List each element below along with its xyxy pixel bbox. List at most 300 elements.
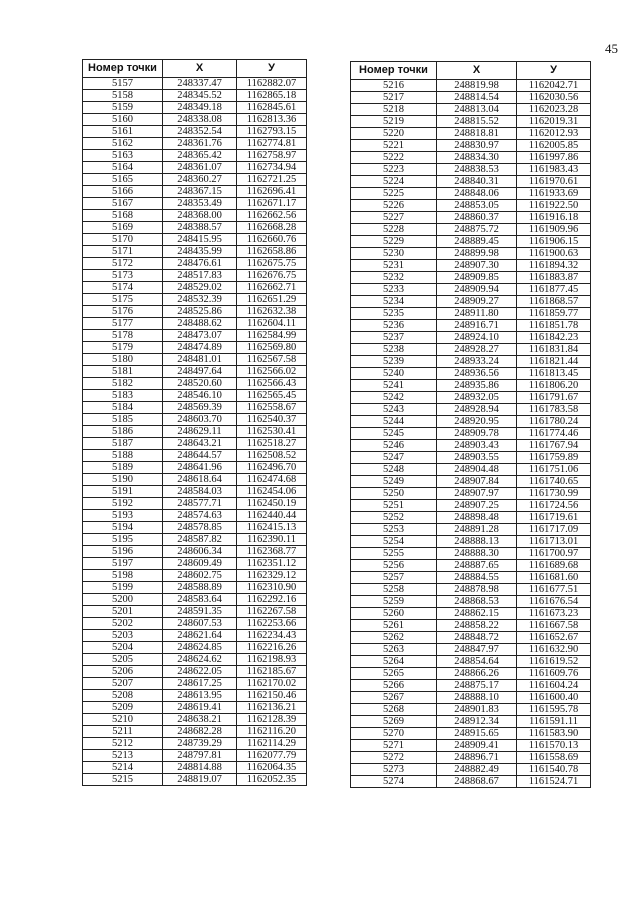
- table-row: [83, 354, 307, 366]
- cell-x: 248525.86: [163, 306, 237, 318]
- cell-x: 248866.26: [437, 668, 517, 680]
- cell-point-number: 5180: [83, 354, 163, 366]
- cell-y: 1162865.18: [237, 90, 307, 102]
- cell-y: 1162632.38: [237, 306, 307, 318]
- table-row: [351, 716, 591, 728]
- cell-y: 1162390.11: [237, 534, 307, 546]
- cell-x: 248613.95: [163, 690, 237, 702]
- cell-x: 248904.48: [437, 464, 517, 476]
- cell-point-number: 5225: [351, 188, 437, 200]
- cell-x: 248644.57: [163, 450, 237, 462]
- cell-y: 1162128.39: [237, 714, 307, 726]
- cell-y: 1161740.65: [517, 476, 591, 488]
- cell-point-number: 5230: [351, 248, 437, 260]
- cell-y: 1161997.86: [517, 152, 591, 164]
- cell-point-number: 5218: [351, 104, 437, 116]
- table-row: [351, 188, 591, 200]
- table-row: [351, 548, 591, 560]
- cell-y: 1161842.23: [517, 332, 591, 344]
- cell-x: 248924.10: [437, 332, 517, 344]
- table-row: [83, 294, 307, 306]
- cell-x: 248907.30: [437, 260, 517, 272]
- table-row: [83, 306, 307, 318]
- cell-y: 1161851.78: [517, 320, 591, 332]
- cell-y: 1162253.66: [237, 618, 307, 630]
- cell-point-number: 5252: [351, 512, 437, 524]
- cell-point-number: 5233: [351, 284, 437, 296]
- cell-point-number: 5176: [83, 306, 163, 318]
- header-point-number: Номер точки: [83, 60, 163, 78]
- cell-y: 1161609.76: [517, 668, 591, 680]
- cell-point-number: 5258: [351, 584, 437, 596]
- cell-y: 1162662.56: [237, 210, 307, 222]
- cell-x: 248868.53: [437, 596, 517, 608]
- table-row: [83, 726, 307, 738]
- table-row: [351, 416, 591, 428]
- cell-x: 248903.55: [437, 452, 517, 464]
- table-row: [351, 536, 591, 548]
- cell-y: 1162052.35: [237, 774, 307, 786]
- table-row: [83, 546, 307, 558]
- cell-y: 1162567.58: [237, 354, 307, 366]
- cell-point-number: 5249: [351, 476, 437, 488]
- table-row: [351, 668, 591, 680]
- cell-x: 248583.64: [163, 594, 237, 606]
- cell-point-number: 5236: [351, 320, 437, 332]
- cell-x: 248862.15: [437, 608, 517, 620]
- cell-x: 248854.64: [437, 656, 517, 668]
- table-row: [351, 128, 591, 140]
- header-y: У: [237, 60, 307, 78]
- table-row: [83, 90, 307, 102]
- cell-point-number: 5274: [351, 776, 437, 788]
- coordinates-table-left: [82, 59, 307, 786]
- cell-point-number: 5255: [351, 548, 437, 560]
- cell-x: 248624.85: [163, 642, 237, 654]
- cell-x: 248624.62: [163, 654, 237, 666]
- table-row: [83, 522, 307, 534]
- table-row: [351, 608, 591, 620]
- cell-x: 248932.05: [437, 392, 517, 404]
- cell-x: 248814.88: [163, 762, 237, 774]
- cell-point-number: 5214: [83, 762, 163, 774]
- cell-x: 248875.17: [437, 680, 517, 692]
- cell-y: 1162351.12: [237, 558, 307, 570]
- cell-y: 1162077.79: [237, 750, 307, 762]
- cell-point-number: 5250: [351, 488, 437, 500]
- cell-point-number: 5161: [83, 126, 163, 138]
- cell-y: 1162662.71: [237, 282, 307, 294]
- cell-point-number: 5240: [351, 368, 437, 380]
- cell-x: 248909.94: [437, 284, 517, 296]
- cell-x: 248587.82: [163, 534, 237, 546]
- table-row: [351, 452, 591, 464]
- cell-x: 248909.41: [437, 740, 517, 752]
- table-row: [351, 308, 591, 320]
- cell-point-number: 5270: [351, 728, 437, 740]
- table-row: [351, 344, 591, 356]
- table-body-right: [351, 80, 591, 788]
- table-row: [351, 356, 591, 368]
- table-row: [83, 174, 307, 186]
- cell-x: 248896.71: [437, 752, 517, 764]
- table-row: [83, 234, 307, 246]
- cell-point-number: 5268: [351, 704, 437, 716]
- cell-x: 248935.86: [437, 380, 517, 392]
- cell-x: 248878.98: [437, 584, 517, 596]
- cell-point-number: 5208: [83, 690, 163, 702]
- cell-point-number: 5163: [83, 150, 163, 162]
- cell-y: 1161681.60: [517, 572, 591, 584]
- cell-x: 248903.43: [437, 440, 517, 452]
- cell-point-number: 5253: [351, 524, 437, 536]
- cell-x: 248819.07: [163, 774, 237, 786]
- cell-y: 1162671.17: [237, 198, 307, 210]
- cell-y: 1162292.16: [237, 594, 307, 606]
- cell-y: 1162136.21: [237, 702, 307, 714]
- cell-y: 1162329.12: [237, 570, 307, 582]
- cell-y: 1161916.18: [517, 212, 591, 224]
- table-header-row: [351, 62, 591, 80]
- cell-x: 248848.72: [437, 632, 517, 644]
- cell-x: 248415.95: [163, 234, 237, 246]
- cell-x: 248928.94: [437, 404, 517, 416]
- cell-x: 248915.65: [437, 728, 517, 740]
- cell-x: 248577.71: [163, 498, 237, 510]
- table-row: [351, 200, 591, 212]
- cell-x: 248578.85: [163, 522, 237, 534]
- table-row: [351, 80, 591, 92]
- cell-y: 1162267.58: [237, 606, 307, 618]
- cell-x: 248928.27: [437, 344, 517, 356]
- cell-y: 1161831.84: [517, 344, 591, 356]
- table-row: [83, 138, 307, 150]
- table-row: [83, 582, 307, 594]
- cell-y: 1161700.97: [517, 548, 591, 560]
- table-row: [351, 740, 591, 752]
- cell-y: 1161894.32: [517, 260, 591, 272]
- table-row: [83, 558, 307, 570]
- table-row: [83, 690, 307, 702]
- cell-y: 1162450.19: [237, 498, 307, 510]
- cell-point-number: 5244: [351, 416, 437, 428]
- cell-x: 248907.25: [437, 500, 517, 512]
- table-row: [83, 222, 307, 234]
- cell-x: 248909.85: [437, 272, 517, 284]
- cell-point-number: 5158: [83, 90, 163, 102]
- cell-y: 1162474.68: [237, 474, 307, 486]
- cell-x: 248621.64: [163, 630, 237, 642]
- table-row: [83, 618, 307, 630]
- cell-y: 1161632.90: [517, 644, 591, 656]
- cell-y: 1162415.13: [237, 522, 307, 534]
- cell-point-number: 5227: [351, 212, 437, 224]
- cell-y: 1162569.80: [237, 342, 307, 354]
- cell-x: 248739.29: [163, 738, 237, 750]
- table-row: [351, 476, 591, 488]
- table-row: [351, 656, 591, 668]
- cell-y: 1161806.20: [517, 380, 591, 392]
- cell-x: 248884.55: [437, 572, 517, 584]
- cell-x: 248546.10: [163, 390, 237, 402]
- cell-point-number: 5188: [83, 450, 163, 462]
- cell-y: 1162019.31: [517, 116, 591, 128]
- table-row: [351, 332, 591, 344]
- cell-x: 248819.98: [437, 80, 517, 92]
- cell-point-number: 5216: [351, 80, 437, 92]
- table-row: [351, 296, 591, 308]
- table-body-left: [83, 78, 307, 786]
- cell-y: 1161868.57: [517, 296, 591, 308]
- table-row: [351, 392, 591, 404]
- cell-x: 248353.49: [163, 198, 237, 210]
- cell-x: 248588.89: [163, 582, 237, 594]
- cell-point-number: 5162: [83, 138, 163, 150]
- cell-point-number: 5237: [351, 332, 437, 344]
- table-row: [83, 594, 307, 606]
- cell-x: 248574.63: [163, 510, 237, 522]
- cell-y: 1162675.75: [237, 258, 307, 270]
- cell-x: 248936.56: [437, 368, 517, 380]
- cell-y: 1161652.67: [517, 632, 591, 644]
- table-row: [83, 390, 307, 402]
- cell-x: 248349.18: [163, 102, 237, 114]
- cell-y: 1162584.99: [237, 330, 307, 342]
- cell-point-number: 5242: [351, 392, 437, 404]
- table-row: [83, 330, 307, 342]
- cell-x: 248609.49: [163, 558, 237, 570]
- cell-point-number: 5228: [351, 224, 437, 236]
- cell-point-number: 5196: [83, 546, 163, 558]
- cell-y: 1161813.45: [517, 368, 591, 380]
- cell-x: 248911.80: [437, 308, 517, 320]
- cell-y: 1162565.45: [237, 390, 307, 402]
- cell-x: 248488.62: [163, 318, 237, 330]
- cell-point-number: 5267: [351, 692, 437, 704]
- table-row: [351, 560, 591, 572]
- cell-y: 1162540.37: [237, 414, 307, 426]
- cell-point-number: 5223: [351, 164, 437, 176]
- coordinates-table-right: [350, 61, 591, 788]
- cell-x: 248907.84: [437, 476, 517, 488]
- cell-point-number: 5260: [351, 608, 437, 620]
- cell-point-number: 5251: [351, 500, 437, 512]
- table-row: [351, 692, 591, 704]
- table-row: [351, 248, 591, 260]
- cell-y: 1162530.41: [237, 426, 307, 438]
- table-row: [351, 728, 591, 740]
- cell-y: 1161717.09: [517, 524, 591, 536]
- cell-x: 248920.95: [437, 416, 517, 428]
- table-row: [83, 498, 307, 510]
- table-row: [83, 486, 307, 498]
- table-row: [351, 140, 591, 152]
- table-row: [83, 102, 307, 114]
- table-row: [83, 162, 307, 174]
- cell-point-number: 5195: [83, 534, 163, 546]
- cell-x: 248643.21: [163, 438, 237, 450]
- cell-y: 1161713.01: [517, 536, 591, 548]
- cell-x: 248899.98: [437, 248, 517, 260]
- cell-point-number: 5256: [351, 560, 437, 572]
- cell-point-number: 5193: [83, 510, 163, 522]
- table-row: [83, 198, 307, 210]
- table-row: [351, 176, 591, 188]
- cell-point-number: 5169: [83, 222, 163, 234]
- cell-x: 248814.54: [437, 92, 517, 104]
- cell-point-number: 5262: [351, 632, 437, 644]
- cell-point-number: 5192: [83, 498, 163, 510]
- table-row: [351, 164, 591, 176]
- table-row: [351, 152, 591, 164]
- table-row: [83, 438, 307, 450]
- cell-point-number: 5173: [83, 270, 163, 282]
- cell-y: 1161767.94: [517, 440, 591, 452]
- cell-point-number: 5261: [351, 620, 437, 632]
- cell-point-number: 5209: [83, 702, 163, 714]
- table-row: [351, 104, 591, 116]
- cell-x: 248888.10: [437, 692, 517, 704]
- cell-x: 248888.30: [437, 548, 517, 560]
- table-row: [83, 210, 307, 222]
- cell-x: 248481.01: [163, 354, 237, 366]
- cell-x: 248338.08: [163, 114, 237, 126]
- cell-y: 1161909.96: [517, 224, 591, 236]
- cell-point-number: 5269: [351, 716, 437, 728]
- table-row: [351, 92, 591, 104]
- table-row: [351, 320, 591, 332]
- cell-x: 248474.89: [163, 342, 237, 354]
- cell-y: 1162030.56: [517, 92, 591, 104]
- cell-x: 248916.71: [437, 320, 517, 332]
- cell-x: 248619.41: [163, 702, 237, 714]
- cell-x: 248388.57: [163, 222, 237, 234]
- table-row: [351, 488, 591, 500]
- cell-point-number: 5221: [351, 140, 437, 152]
- page-number: 45: [605, 41, 618, 56]
- table-row: [351, 572, 591, 584]
- cell-point-number: 5206: [83, 666, 163, 678]
- table-row: [83, 186, 307, 198]
- cell-y: 1161540.78: [517, 764, 591, 776]
- cell-point-number: 5204: [83, 642, 163, 654]
- cell-x: 248907.97: [437, 488, 517, 500]
- cell-y: 1161595.78: [517, 704, 591, 716]
- cell-point-number: 5271: [351, 740, 437, 752]
- cell-x: 248622.05: [163, 666, 237, 678]
- cell-point-number: 5207: [83, 678, 163, 690]
- table-row: [83, 642, 307, 654]
- cell-y: 1161883.87: [517, 272, 591, 284]
- cell-point-number: 5222: [351, 152, 437, 164]
- table-row: [351, 596, 591, 608]
- table-row: [83, 666, 307, 678]
- cell-y: 1162604.11: [237, 318, 307, 330]
- table-row: [83, 378, 307, 390]
- cell-y: 1162234.43: [237, 630, 307, 642]
- cell-x: 248618.64: [163, 474, 237, 486]
- cell-y: 1161689.68: [517, 560, 591, 572]
- table-row: [83, 654, 307, 666]
- table-row: [351, 632, 591, 644]
- cell-x: 248606.34: [163, 546, 237, 558]
- header-x: X: [437, 62, 517, 80]
- table-row: [83, 318, 307, 330]
- cell-y: 1161970.61: [517, 176, 591, 188]
- cell-point-number: 5183: [83, 390, 163, 402]
- cell-point-number: 5199: [83, 582, 163, 594]
- cell-point-number: 5202: [83, 618, 163, 630]
- cell-point-number: 5239: [351, 356, 437, 368]
- cell-y: 1162882.07: [237, 78, 307, 90]
- cell-point-number: 5234: [351, 296, 437, 308]
- cell-point-number: 5246: [351, 440, 437, 452]
- table-row: [351, 524, 591, 536]
- cell-point-number: 5245: [351, 428, 437, 440]
- cell-x: 248882.49: [437, 764, 517, 776]
- table-row: [351, 704, 591, 716]
- table-row: [351, 644, 591, 656]
- table-row: [351, 440, 591, 452]
- table-row: [351, 464, 591, 476]
- cell-y: 1161591.11: [517, 716, 591, 728]
- cell-point-number: 5247: [351, 452, 437, 464]
- cell-point-number: 5200: [83, 594, 163, 606]
- cell-y: 1162845.61: [237, 102, 307, 114]
- cell-point-number: 5210: [83, 714, 163, 726]
- cell-y: 1161774.46: [517, 428, 591, 440]
- cell-y: 1161558.69: [517, 752, 591, 764]
- cell-y: 1162774.81: [237, 138, 307, 150]
- cell-y: 1161780.24: [517, 416, 591, 428]
- cell-x: 248368.00: [163, 210, 237, 222]
- cell-point-number: 5197: [83, 558, 163, 570]
- cell-x: 248629.11: [163, 426, 237, 438]
- table-row: [83, 258, 307, 270]
- cell-y: 1161983.43: [517, 164, 591, 176]
- cell-point-number: 5170: [83, 234, 163, 246]
- table-row: [83, 150, 307, 162]
- cell-y: 1161791.67: [517, 392, 591, 404]
- cell-y: 1161933.69: [517, 188, 591, 200]
- cell-point-number: 5198: [83, 570, 163, 582]
- table-row: [351, 404, 591, 416]
- cell-y: 1161877.45: [517, 284, 591, 296]
- cell-x: 248337.47: [163, 78, 237, 90]
- cell-point-number: 5165: [83, 174, 163, 186]
- cell-x: 248360.27: [163, 174, 237, 186]
- cell-point-number: 5241: [351, 380, 437, 392]
- cell-y: 1162012.93: [517, 128, 591, 140]
- cell-x: 248365.42: [163, 150, 237, 162]
- cell-y: 1161730.99: [517, 488, 591, 500]
- cell-point-number: 5201: [83, 606, 163, 618]
- table-row: [83, 450, 307, 462]
- cell-x: 248898.48: [437, 512, 517, 524]
- cell-y: 1162023.28: [517, 104, 591, 116]
- cell-x: 248797.81: [163, 750, 237, 762]
- cell-y: 1161619.52: [517, 656, 591, 668]
- cell-point-number: 5238: [351, 344, 437, 356]
- cell-point-number: 5215: [83, 774, 163, 786]
- cell-y: 1161906.15: [517, 236, 591, 248]
- table-row: [83, 426, 307, 438]
- cell-x: 248367.15: [163, 186, 237, 198]
- table-header-row: [83, 60, 307, 78]
- header-point-number: Номер точки: [351, 62, 437, 80]
- cell-point-number: 5232: [351, 272, 437, 284]
- cell-point-number: 5160: [83, 114, 163, 126]
